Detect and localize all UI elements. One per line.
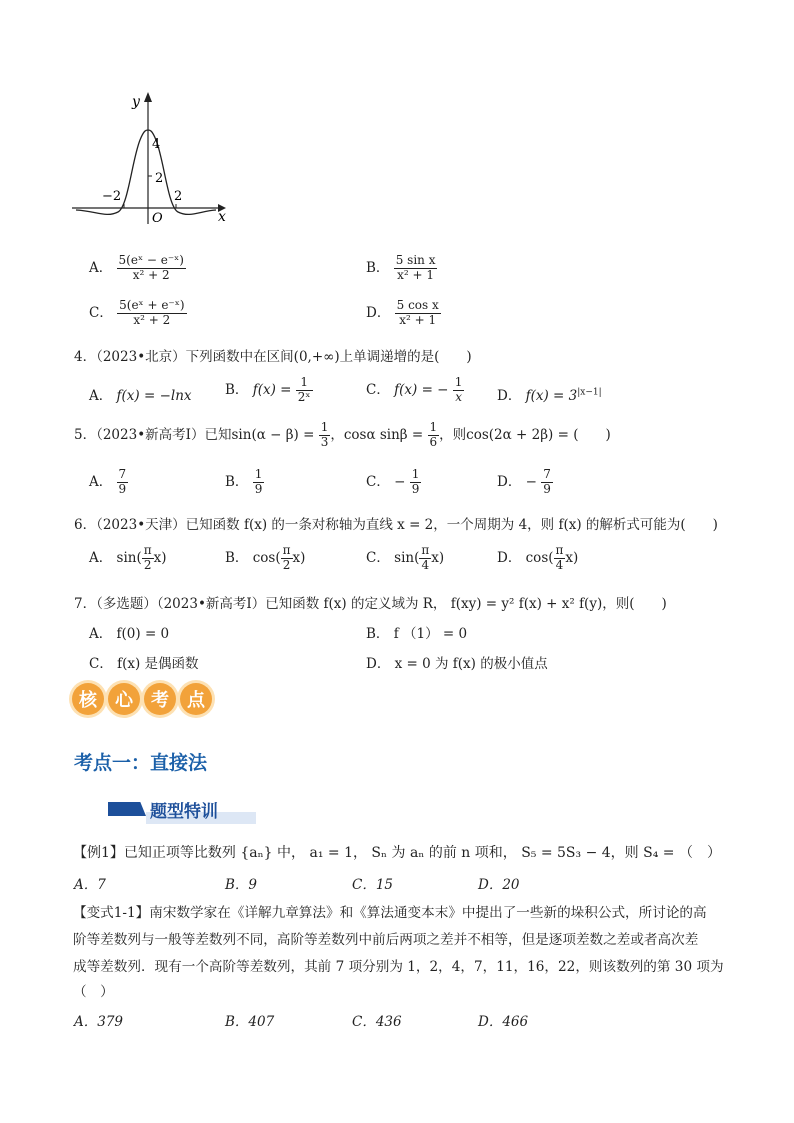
function-graph xyxy=(66,90,236,230)
q3-option-a[interactable]: A． $\frac{\text{5(eˣ − e⁻ˣ)}}{\text{x² + 2}}$ xyxy=(89,253,184,282)
q7-stem: 7．（多选题）（2023•新高考Ⅰ）已知函数 f(x) 的定义域为 R， f(xy) = y² f(x) + x² f(y)，则( ) xyxy=(74,596,667,612)
variant11-option-b[interactable]: B．407 xyxy=(225,1014,275,1030)
q5-option-d[interactable]: D． − $\frac{7}{9}$ xyxy=(497,467,551,496)
badge-char: 心 xyxy=(108,683,140,715)
badge-char: 考 xyxy=(144,683,176,715)
fraction: $\frac{\text{5(eˣ + e⁻ˣ)}}{\text{x² + 2}}$ xyxy=(119,298,185,327)
q6-option-c[interactable]: C． sin( $\frac{\pi}{4}$ x) xyxy=(366,543,445,572)
q6-option-d[interactable]: D． cos( $\frac{\pi}{4}$ x) xyxy=(497,543,579,572)
y-axis-arrow xyxy=(144,92,152,102)
function-curve xyxy=(76,130,216,214)
fraction: $\frac{1}{x}$ xyxy=(454,375,463,404)
q4-option-d[interactable]: D． $f(x) = 3^{|x-1|}$ xyxy=(497,387,602,404)
section-title: 考点一：直接法 xyxy=(74,752,208,774)
q4-option-b[interactable]: B． f(x) = $\frac{1}{\text{2ˣ}}$ xyxy=(225,375,311,404)
q3-option-d[interactable]: D． $\frac{\text{5 cos x}}{\text{x² + 1}}$ xyxy=(366,298,439,327)
subsection-bar xyxy=(108,802,146,816)
q5-option-c[interactable]: C． − $\frac{1}{9}$ xyxy=(366,467,420,496)
q3-option-c[interactable]: C． $\frac{\text{5(eˣ + e⁻ˣ)}}{\text{x² + 2}}$ xyxy=(89,298,185,327)
q4-stem: 4．（2023•北京）下列函数中在区间(0,+∞)上单调递增的是( ) xyxy=(74,349,472,365)
variant11-line: 成等差数列．现有一个高阶等差数列，其前 7 项分别为 1，2，4，7，11，16，22，则该数列的第 30 项为 xyxy=(73,959,724,975)
q4-option-c[interactable]: C． f(x) = − $\frac{1}{x}$ xyxy=(366,375,463,404)
y-axis-label: y xyxy=(132,94,140,110)
q7-option-a[interactable]: A． f(0) = 0 xyxy=(89,626,170,642)
example1-stem: 【例1】已知正项等比数列 {aₙ} 中， a₁ = 1， Sₙ 为 aₙ 的前 n 项和， S₅ = 5S₃ − 4，则 S₄ = （ ） xyxy=(73,845,721,861)
q6-option-a[interactable]: A． sin( $\frac{\pi}{2}$ x) xyxy=(89,543,167,572)
q7-option-b[interactable]: B． f （1） = 0 xyxy=(366,626,468,642)
q6-option-b[interactable]: B． cos( $\frac{\pi}{2}$ x) xyxy=(225,543,306,572)
fraction: $\frac{\text{5(eˣ − e⁻ˣ)}}{\text{x² + 2}}$ xyxy=(118,253,184,282)
subsection-title: 题型特训 xyxy=(146,797,256,824)
example1-option-d[interactable]: D．20 xyxy=(478,877,520,893)
variant11-option-a[interactable]: A．379 xyxy=(74,1014,124,1030)
q4-option-a[interactable]: A． f(x) = −lnx xyxy=(89,388,192,404)
tick-label-x2: 2 xyxy=(174,189,183,204)
q3-option-b[interactable]: B． $\frac{\text{5 sin x}}{\text{x² + 1}}$ xyxy=(366,253,436,282)
q6-stem: 6．（2023•天津）已知函数 f(x) 的一条对称轴为直线 x = 2，一个周期为 4，则 f(x) 的解析式可能为( ) xyxy=(74,517,718,533)
tick-label-y2: 2 xyxy=(155,171,164,186)
example1-option-c[interactable]: C．15 xyxy=(352,877,394,893)
badge-char: 核 xyxy=(72,683,104,715)
variant11-line: 阶等差数列与一般等差数列不同，高阶等差数列中前后两项之差并不相等，但是逐项差数之差或者高次差 xyxy=(73,932,699,948)
variant11-option-c[interactable]: C．436 xyxy=(352,1014,402,1030)
x-axis-label: x xyxy=(218,209,226,225)
q7-option-c[interactable]: C． f(x) 是偶函数 xyxy=(89,656,199,672)
tick-label-y4: 4 xyxy=(152,137,161,152)
q5-option-a[interactable]: A． $\frac{7}{9}$ xyxy=(89,467,127,496)
example1-option-a[interactable]: A．7 xyxy=(74,877,106,893)
fraction: $\frac{\text{5 sin x}}{\text{x² + 1}}$ xyxy=(395,253,436,282)
fraction: $\frac{\text{5 cos x}}{\text{x² + 1}}$ xyxy=(396,298,439,327)
badge-char: 点 xyxy=(180,683,212,715)
example1-option-b[interactable]: B．9 xyxy=(225,877,258,893)
q5-stem: 5．（2023•新高考Ⅰ）已知sin(α − β) = $\frac{1}{3}$ ，cosα sinβ = $\frac{1}{6}$ ，则cos(2α + 2β) = ( ) xyxy=(74,420,611,449)
core-points-badge xyxy=(72,683,212,715)
variant11-line: 【变式1-1】南宋数学家在《详解九章算法》和《算法通变本末》中提出了一些新的垛积公式，所讨论的高 xyxy=(73,905,707,921)
q5-option-b[interactable]: B． $\frac{1}{9}$ xyxy=(225,467,263,496)
origin-label: O xyxy=(152,211,163,226)
fraction: $\frac{1}{\text{2ˣ}}$ xyxy=(297,375,311,404)
variant11-line: （ ） xyxy=(73,984,114,1000)
tick-label-xm2: −2 xyxy=(102,189,122,204)
variant11-option-d[interactable]: D．466 xyxy=(478,1014,529,1030)
q7-option-d[interactable]: D． x = 0 为 f(x) 的极小值点 xyxy=(366,656,548,672)
